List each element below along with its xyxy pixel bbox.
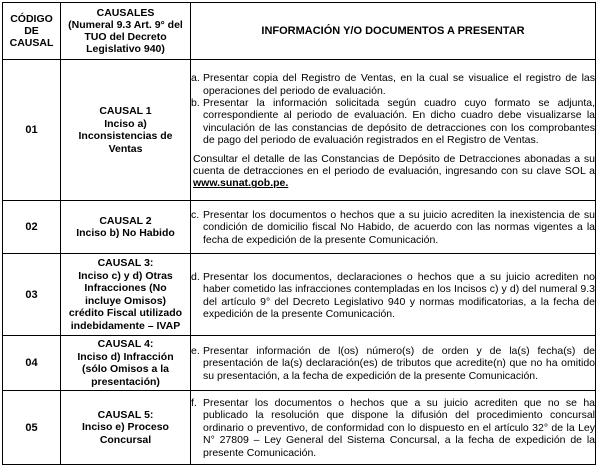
code-cell: 01	[3, 60, 61, 201]
header-codigo: CÓDIGO DE CAUSAL	[3, 3, 61, 60]
list-item: e. Presentar información de l(os) número(s) de orden y de la(s) fecha(s) de presentación de la(s) declaración(es) de tributos que acredite(n) que no ha omitido su presentación, a la fecha de expedición de la presente Comunicación.	[191, 344, 595, 382]
description-cell	[191, 201, 596, 254]
causal-cell: CAUSAL 5: Inciso e) Proceso Concursal	[61, 391, 191, 465]
code-cell: 03	[3, 254, 61, 336]
table-row	[3, 391, 596, 465]
description-cell	[191, 391, 596, 465]
causal-cell: CAUSAL 2 Inciso b) No Habido	[61, 201, 191, 254]
code-cell: 04	[3, 336, 61, 391]
list-item: b. Presentar la información solicitada según cuadro cuyo formato se adjunta, correspondiente al periodo de evaluación. En dicho cuadro debe visualizarse la vinculación de las constancias de depósito de detracciones con los comprobantes de pago del periodo de evaluación registrados en el Registro de Ventas.	[191, 96, 595, 147]
causal-cell: CAUSAL 1 Inciso a) Inconsistencias de Ventas	[61, 60, 191, 201]
description-cell	[191, 254, 596, 336]
note-text: Consultar el detalle de las Constancias de Depósito de Detracciones abonadas a su cuenta de detracciones en el periodo de evaluación, ingresando con su clave SOL a www.sunat.gob.pe.	[193, 152, 595, 190]
code-cell: 05	[3, 391, 61, 465]
causal-cell: CAUSAL 3: Inciso c) y d) Otras Infracciones (No incluye Omisos) crédito Fiscal utilizado indebidamente – IVAP	[61, 254, 191, 336]
header-informacion: INFORMACIÓN Y/O DOCUMENTOS A PRESENTAR	[191, 3, 596, 60]
table-row	[3, 254, 596, 336]
list-item: f. Presentar los documentos o hechos que a su juicio acrediten que no se ha publicado la resolución que dispone la difusión del procedimiento concursal ordinario o preventivo, de conformidad con lo dispuesto en el artículo 32° de la Ley N° 27809 – Ley General del Sistema Concursal, a la fecha de expedición de la presente Comunicación.	[191, 396, 595, 459]
table-row	[3, 336, 596, 391]
list-item: c. Presentar los documentos o hechos que a su juicio acrediten la inexistencia de su condición de domicilio fiscal No Habido, de acuerdo con las normas vigentes a la fecha de expedición de la presente Comunicación.	[191, 208, 595, 246]
description-cell	[191, 60, 596, 201]
causal-cell: CAUSAL 4: Inciso d) Infracción (sólo Omisos a la presentación)	[61, 336, 191, 391]
header-row	[3, 3, 596, 60]
code-cell: 02	[3, 201, 61, 254]
table-row	[3, 201, 596, 254]
sunat-link[interactable]: www.sunat.gob.pe.	[193, 177, 289, 190]
description-cell	[191, 336, 596, 391]
table-row	[3, 60, 596, 201]
header-causales: CAUSALES (Numeral 9.3 Art. 9° del TUO del Decreto Legislativo 940)	[61, 3, 191, 60]
list-item: a. Presentar copia del Registro de Ventas, en la cual se visualice el registro de las operaciones del periodo de evaluación.	[191, 72, 595, 97]
causales-table	[2, 2, 596, 465]
list-item: d. Presentar los documentos, declaraciones o hechos que a su juicio acrediten no haber cometido las infracciones contempladas en los Incisos c) y d) del numeral 9.3 del artículo 9° del Decreto Legislativo 940 y normas modificatorias, a la fecha de expedición de la presente Comunicación.	[191, 270, 595, 320]
